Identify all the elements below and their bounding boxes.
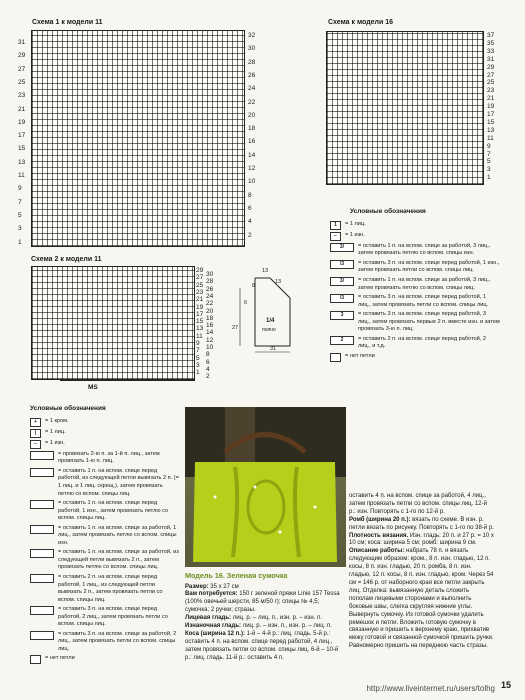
model16-text — [185, 571, 345, 663]
scheme1-left-row-number: 5 — [18, 211, 22, 219]
legend-item — [30, 429, 180, 438]
scheme16-row-number: 33 — [487, 47, 495, 55]
scheme16-row-number: 1 — [487, 174, 491, 182]
stitch-symbol-icon — [30, 500, 54, 509]
scheme2-right-row-number: 29 — [196, 267, 204, 274]
scheme16-row-number: 13 — [487, 126, 495, 134]
scheme16-row-number: 17 — [487, 111, 495, 118]
scheme16-title: Схема к модели 16 — [328, 19, 394, 26]
scheme1-right-row-number: 20 — [248, 111, 256, 119]
legend-item — [330, 353, 500, 362]
pattern-w2: 13 — [275, 279, 282, 285]
scheme1-right-row-number: 22 — [248, 98, 256, 106]
legend-item — [30, 451, 180, 466]
footer-url: http://www.liveinternet.ru/users/tolhg — [366, 684, 495, 693]
scheme2-left-row-number: 20 — [206, 307, 214, 315]
stitch-2: Изнаночная гладь: лиц. р. – изн. п., изн. р. – лиц. п. — [185, 623, 332, 630]
scheme2-right-row-number: 17 — [196, 310, 204, 318]
pattern-h1: 6 — [244, 300, 248, 306]
scheme1-left-row-number: 19 — [18, 118, 26, 126]
requirements: Вам потребуется: 150 г зеленой пряжи Linie 157 Tessa (100% овечьей шерсти, 85 м/50 г); спицы № 4,5; сумочка; 2 ручки; стразы. — [185, 591, 340, 614]
legend-item — [330, 221, 500, 230]
scheme1-left-row-number: 29 — [18, 52, 26, 60]
legend-text: = оставить 1 п. на вспом. спице перед работой, из следующей петли вывязать 2 п. (= 1 лиц. и 1 лиц. скрещ.), затем провязать петлю со вспом. спицы лиц. — [58, 467, 179, 497]
scheme16-row-number: 27 — [487, 71, 495, 79]
pattern-h2: 27 — [232, 325, 239, 331]
scheme1-left-row-number: 1 — [18, 238, 22, 246]
legend-text: = оставить 1 п. на вспом. спице за работой, 1 лиц., затем провязать петлю со вспом. спицы изн. — [58, 524, 177, 546]
stitch-symbol-icon — [30, 549, 54, 558]
legend-item — [330, 336, 500, 351]
pattern-bottom: 31 — [270, 346, 277, 352]
legend-11 — [30, 405, 180, 666]
model16-heading: Модель 16. Зеленая сумочка — [185, 571, 288, 580]
legend-text: = оставить 3 п. на вспом. спице перед работой, 2 лиц., затем провязать петли со вспом. спицы лиц. — [58, 606, 168, 628]
pattern-label: 1/4 — [266, 318, 275, 324]
legend-text: = нет петли — [345, 352, 375, 359]
scheme1-right-row-number: 28 — [248, 58, 256, 66]
scheme2-left-row-number: 2 — [206, 373, 210, 381]
scheme2-right-row-number: 19 — [196, 303, 204, 311]
scheme16-row-number: 5 — [487, 158, 491, 166]
legend-16 — [330, 208, 500, 364]
density-line: Плотность вязания. Изн. гладь: 20 п. и 27 р. = 10 x 10 см; коса: ширина 5 см; ромб: ширина 9 см. — [349, 532, 494, 547]
stitch-3: Коса (ширина 12 п.): 1-й – 4-й р.: лиц. гладь. 5-й р.: оставить 4 п. на вспом. спице перед работой, 4 лиц., затем провязать петли со вспом. спицы лиц. 6-й – 10-й р.: лиц. гладь. 11-й р.: оставить 4 п. — [185, 630, 339, 661]
scheme1-right-row-number: 6 — [248, 204, 252, 212]
scheme1-right-row-number: 24 — [248, 85, 256, 93]
scheme16-row-number: 7 — [487, 150, 491, 158]
legend-text: = 1 изн. — [345, 231, 365, 238]
green-bag-illustration — [185, 407, 346, 567]
scheme16-row-number: 3 — [487, 166, 491, 174]
scheme16-row-number: 23 — [487, 87, 495, 95]
legend-item — [330, 260, 500, 275]
stitch-symbol-icon — [30, 525, 54, 534]
scheme1-right-row-number: 8 — [248, 191, 252, 199]
scheme2-right-row-number: 9 — [196, 340, 200, 347]
bag-photo — [185, 407, 346, 567]
scheme2-left-row-number: 26 — [206, 285, 214, 293]
stitch-symbol-icon: 2 — [330, 336, 354, 345]
scheme16-row-number: 15 — [487, 118, 495, 126]
legend16-title: Условные обозначения — [350, 208, 426, 215]
scheme1-right-row-number: 10 — [248, 178, 256, 186]
scheme1-left-row-number: 27 — [18, 65, 26, 73]
legend-item — [30, 574, 180, 604]
scheme1-right-row-number: 12 — [248, 165, 256, 172]
scheme2-left-row-number: 16 — [206, 322, 214, 330]
scheme2-left-row-number: 24 — [206, 292, 214, 300]
legend-text: = оставить 1 п. на вспом. спице перед работой, 1 изн., затем провязать петлю со вспом. спицы лиц. — [58, 500, 169, 522]
stitch-symbol-icon — [30, 468, 54, 477]
scheme16-chart — [326, 31, 484, 185]
scheme1-right-row-number: 26 — [248, 71, 256, 79]
scheme2-right-row-number: 23 — [196, 288, 204, 296]
legend-item — [30, 468, 180, 498]
scheme16-row-number: 9 — [487, 142, 491, 150]
stitch-1: Лицевая гладь: лиц. р. – лиц. п., изн. р. – изн. п. — [185, 615, 322, 622]
scheme1-left-row-number: 3 — [18, 225, 22, 233]
legend-text: = оставить 1 п. на вспом. спице за работой, 3 лиц., затем провязать петлю со вспом. спицы изн. — [358, 242, 491, 257]
legend-text: = оставить 3 п. на вспом. спице перед работой, 3 лиц., затем провязать первые 2 п. вместе изн. и затем провязать 3-ю п. лиц. — [358, 311, 500, 333]
scheme2-left-row-number: 10 — [206, 344, 214, 351]
legend-text: = 1 лиц. — [345, 220, 366, 227]
scheme16-row-number: 11 — [487, 134, 494, 142]
pattern-sublabel: полно — [262, 327, 276, 333]
scheme1-left-row-number: 13 — [18, 158, 26, 166]
scheme1-left-row-number: 21 — [18, 105, 26, 113]
scheme16-row-number: 31 — [487, 55, 495, 63]
scheme2-right-row-number: 11 — [196, 332, 203, 340]
legend-text: = оставить 2 п. на вспом. спице перед работой, 1 лиц., из следующей петли вывязать 2 п., затем провязать петли со вспом. спицы лиц. — [58, 573, 163, 603]
stitch-symbol-icon: 3/ — [330, 243, 354, 252]
legend-text: = 1 лиц. — [45, 428, 66, 435]
scheme1-left-row-number: 25 — [18, 78, 26, 86]
legend-text: = оставить 1 п. на вспом. спице за работой, 3 лиц., затем провязать петлю со вспом. спицы лиц. — [358, 276, 491, 291]
scheme2-left-row-number: 30 — [206, 271, 214, 278]
scheme2-right-row-number: 3 — [196, 361, 200, 369]
legend-item — [330, 243, 500, 258]
scheme2-right-row-number: 13 — [196, 325, 204, 333]
legend-text: = 1 кром. — [45, 417, 69, 424]
stitch-symbol-icon: \3 — [330, 260, 354, 269]
scheme1-right-row-number: 16 — [248, 138, 256, 146]
scheme16-row-number: 21 — [487, 95, 495, 103]
scheme2-right-row-number: 25 — [196, 281, 204, 289]
scheme1-chart — [31, 30, 245, 247]
stitch-symbol-icon: + — [30, 418, 41, 427]
stitch-symbol-icon — [30, 606, 54, 615]
legend-item — [30, 440, 180, 449]
scheme16-row-number: 37 — [487, 32, 495, 39]
page-number: 15 — [500, 680, 511, 690]
legend-text: = 1 изн. — [45, 439, 65, 446]
legend-item — [30, 549, 180, 572]
scheme2-left-row-number: 14 — [206, 329, 214, 337]
ms-label: MS — [88, 384, 98, 391]
scheme2-left-row-number: 28 — [206, 278, 214, 286]
scheme1-left-row-number: 11 — [18, 172, 25, 179]
stitch-symbol-icon: 1 — [330, 221, 341, 230]
scheme16-row-number: 25 — [487, 79, 495, 87]
legend-item — [330, 311, 500, 334]
scheme2-right-row-number: 15 — [196, 318, 204, 326]
stitch-symbol-icon: 3 — [330, 311, 354, 320]
scheme1-left-row-number: 23 — [18, 92, 26, 100]
stitch-symbol-icon — [30, 631, 54, 640]
stitch-symbol-icon: | — [30, 429, 41, 438]
stitch-symbol-icon — [30, 451, 54, 460]
legend-text: = оставить 3 п. на вспом. спице перед работой, 1 изн., затем провязать петли со вспом. спицы лиц. — [358, 259, 500, 274]
scheme2-title: Схема 2 к модели 11 — [31, 256, 102, 263]
legend-text: = оставить 3 п. на вспом. спице за работой, 2 лиц., затем провязать петли со вспом. спицы лиц. — [58, 630, 177, 652]
stitch-symbol-icon: 3/ — [330, 277, 354, 286]
scheme2-left-row-number: 22 — [206, 300, 214, 308]
scheme1-right-row-number: 18 — [248, 125, 256, 133]
stitch-symbol-icon — [30, 655, 41, 664]
scheme2-left-row-number: 4 — [206, 365, 210, 373]
scheme2-chart — [31, 266, 195, 380]
pattern-top: 13 — [262, 268, 269, 274]
scheme1-left-row-number: 31 — [18, 39, 26, 46]
legend-item — [330, 232, 500, 241]
legend-text: = нет петли — [45, 655, 75, 662]
scheme1-left-row-number: 7 — [18, 198, 22, 206]
scheme2-right-row-number: 5 — [196, 354, 200, 362]
legend-item — [30, 525, 180, 548]
scheme1-right-row-number: 2 — [248, 231, 252, 239]
scheme2-left-row-number: 8 — [206, 351, 210, 359]
scheme1-left-row-number: 17 — [18, 132, 26, 140]
legend-text: = оставить 3 п. на вспом. спице перед работой, 1 лиц., затем провязать петли со вспом. спицы лиц. — [358, 294, 489, 308]
scheme2-right-row-number: 21 — [196, 296, 204, 304]
legend-item — [330, 294, 500, 309]
scheme1-right-row-number: 30 — [248, 45, 256, 53]
legend-item — [30, 631, 180, 654]
scheme1-right-row-number: 14 — [248, 151, 256, 159]
scheme2-left-row-number: 12 — [206, 336, 214, 344]
scheme16-row-number: 29 — [487, 63, 495, 71]
scheme2-right-row-number: 7 — [196, 347, 200, 355]
cable-continue: оставить 4 п. на вспом. спице за работой, 4 лиц., затем провязать петли со вспом. спицы лиц. 12-й р.: изн. Повторять с 1-го по 12-й р. — [349, 493, 487, 515]
legend11-title: Условные обозначения — [30, 405, 106, 412]
scheme2-right-row-number: 27 — [196, 274, 204, 282]
model16-instructions — [349, 493, 494, 651]
scheme2-right-row-number: 1 — [196, 369, 200, 377]
legend-item — [30, 500, 180, 523]
scheme2-left-row-number: 6 — [206, 358, 210, 366]
pattern-w1: 8 — [252, 283, 256, 289]
romb-line: Ромб (ширина 20 п.): вязать по схеме. В изн. р. петли вязать по рисунку. Повторять с 1-го по 38-й р. — [349, 516, 494, 531]
scheme1-left-row-number: 9 — [18, 185, 22, 193]
scheme2-left-row-number: 18 — [206, 314, 214, 322]
legend-item — [30, 418, 180, 427]
legend-item — [330, 277, 500, 292]
scheme1-left-row-number: 15 — [18, 145, 26, 153]
size-line: Размер: 35 x 27 см — [185, 583, 239, 590]
stitch-symbol-icon: − — [330, 232, 341, 241]
legend-item — [30, 606, 180, 629]
scheme1-right-row-number: 4 — [248, 218, 252, 226]
scheme1-right-row-number: 32 — [248, 32, 256, 39]
stitch-symbol-icon: − — [30, 440, 41, 449]
legend-text: = оставить 2 п. на вспом. спице перед работой, 2 лиц., и т.д. — [358, 335, 487, 350]
legend-text: = оставить 1 п. на вспом. спице за работой, из следующей петли вывязать 2 п., затем провязать петлю со вспом. спицы лиц. — [58, 549, 179, 571]
scheme1-title: Схема 1 к модели 11 — [32, 19, 103, 26]
ms-bracket — [60, 380, 195, 381]
legend-item — [30, 655, 180, 664]
stitch-symbol-icon — [30, 574, 54, 583]
scheme16-row-number: 35 — [487, 39, 495, 47]
stitch-symbol-icon: \3 — [330, 294, 354, 303]
legend-text: = провязать 2-ю п. за 1-й п. лиц., затем провязать 1-ю п. лиц. — [58, 450, 160, 465]
stitch-symbol-icon — [330, 353, 341, 362]
scheme16-row-number: 19 — [487, 103, 495, 111]
description: Описание работы: набрать 78 п. и вязать следующим образом: кром., 8 п. изн. гладью, 12 п. косы, 8 п. изн. гладью, 20 п. ромба, 8 п. изн. гладью, 12 п. косы, 8 п. изн. гладью, кром. Через 54 см = 146 р. от наборного края все петли закрыть лиц. Отделка: вывязанную деталь сложить пополам лицевыми сторонами и выполнить боковые швы, слегка скругляя нижние углы. Вывернуть сумочку. Из готовой сумочки удалить ремешок и петли. Вложить готовую сумочку в связанную и пришить к верхнему краю, прихватив межу готовой и связанной сумочкой пришить ручки. Равномерно пришить на переднюю часть стразы. — [349, 548, 494, 650]
